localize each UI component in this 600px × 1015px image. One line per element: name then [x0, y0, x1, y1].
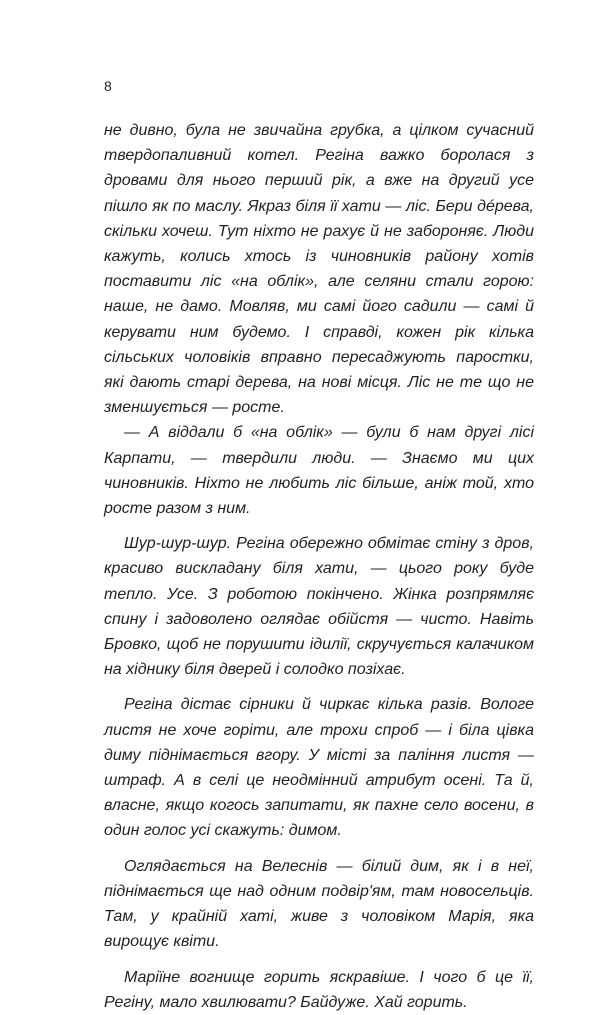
- page-number: 8: [104, 78, 112, 94]
- paragraph: не дивно, була не звичайна грубка, а цілком сучасний твердопаливний котел. Регіна важко боролася з дровами для нього перший рік, а вже на другий усе пішло як по маслу. Якраз біля її хати — ліс. Бери дéрева, скільки хочеш. Тут ніхто не рахує й не забороняє. Люди кажуть, колись хтось із чиновників району хотів поставити ліс «на облік», але селяни стали горою: наше, не дамо. Мовляв, ми самі його садили — самі й керувати ним будемо. І справді, кожен рік кілька сільських чоловіків вправно пересаджують паростки, які дають старі дерева, на нові місця. Ліс не те що не зменшується — росте.: [104, 122, 534, 417]
- paragraph: Шур-шур-шур. Регіна обережно обмітає стіну з дров, красиво вискладану біля хати, — цього року буде тепло. Усе. З роботою покінчено. Жінка розпрямляє спину і задоволено оглядає обійстя — чисто. Навіть Бровко, щоб не порушити ідилії, скручується калачиком на хіднику біля дверей і солодко позіхає.: [104, 535, 534, 679]
- paragraph: — А віддали б «на облік» — були б нам другі лісі Карпати, — твердили люди. — Знаємо ми цих чиновників. Ніхто не любить ліс більше, аніж той, хто росте разом з ним.: [104, 424, 534, 518]
- body-text: [104, 118, 534, 1015]
- paragraph: Оглядається на Велеснів — білий дим, як і в неї, піднімається ще над одним подвір'ям, там новосельців. Там, у крайній хаті, живе з чоловіком Марія, яка вирощує квіти.: [104, 857, 534, 951]
- paragraph: Маріїне вогнище горить яскравіше. І чого б це її, Регіну, мало хвилювати? Байдуже. Хай горить.: [104, 968, 534, 1011]
- paragraph: Регіна дістає сірники й чиркає кілька разів. Вологе листя не хоче горіти, але трохи спроб — і біла цівка диму піднімається вгору. У місті за паління листя — штраф. А в селі це неодмінний атрибут осені. Та й, власне, якщо когось запитати, як пахне село восени, в один голос усі скажуть: димом.: [104, 696, 534, 840]
